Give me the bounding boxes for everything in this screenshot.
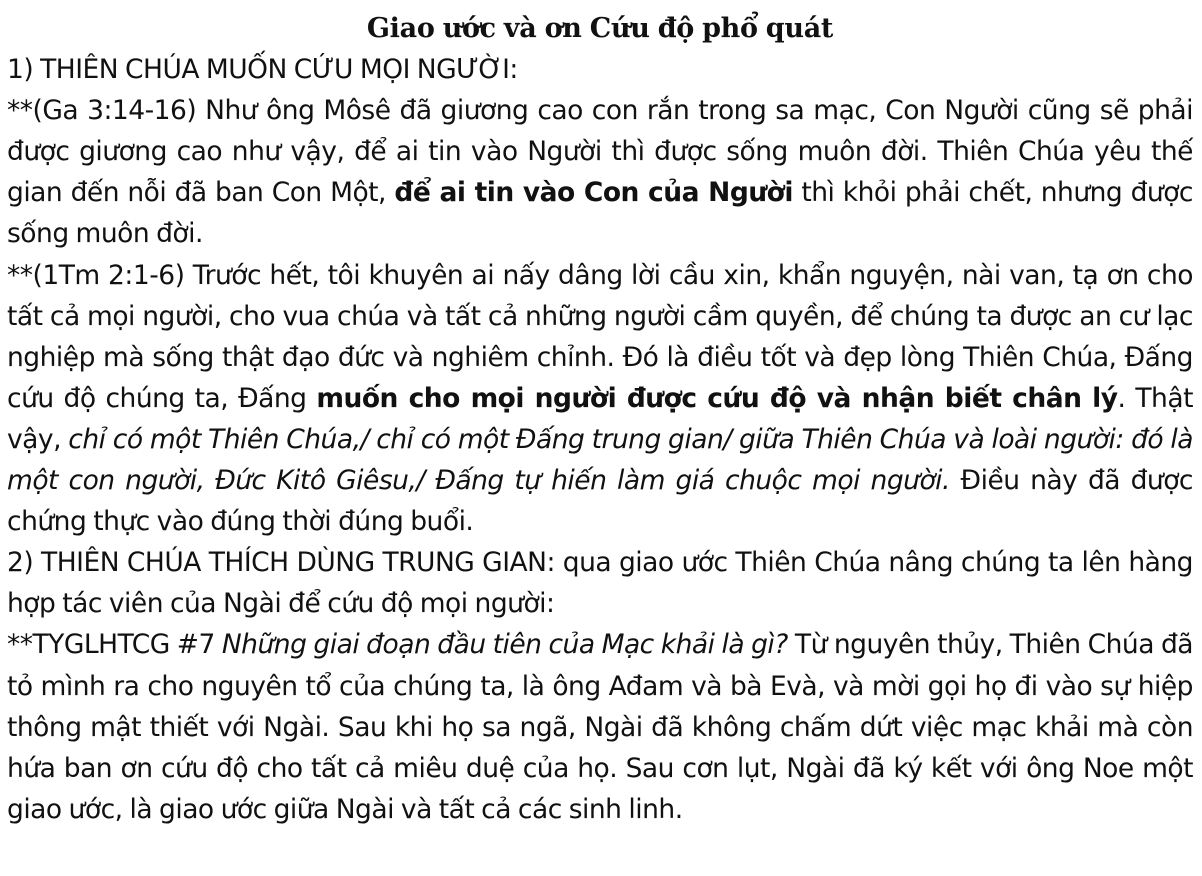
paragraph-john-3 [7,90,1193,254]
italic-text-run: chỉ có một Thiên Chúa,/ chỉ có một Đấng trung gian/ giữa Thiên Chúa và loài người: đó là một con người, Đức Kitô Giêsu,/ Đấng tự hiến làm giá chuộc mọi người. [7,423,1193,497]
text-run: Từ nguyên thủy, Thiên Chúa đã tỏ mình ra cho nguyên tổ của chúng ta, là ông Ađam và bà Evà, và mời gọi họ đi vào sự hiệp thông mật thiết với Ngài. Sau khi họ sa ngã, Ngài đã không chấm dứt việc mạc khải mà còn hứa ban ơn cứu độ cho tất cả miêu duệ của họ. Sau cơn lụt, Ngài đã ký kết với ông Noe một giao ước, là giao ước giữa Ngài và tất cả các sinh linh. [7,629,1194,825]
paragraph-catechism-7 [7,624,1193,829]
text-run: **(1Tm 2:1-6) Trước hết, tôi khuyên ai nấy dâng lời cầu xin, khẩn nguyện, nài van, tạ ơn cho tất cả mọi người, cho vua chúa và tất cả những người cầm quyền, để chúng ta được an cư lạc nghiệp mà sống thật đạo đức và nghiêm chỉnh. Đó là điều tốt và đẹp lòng Thiên Chúa, Đấng cứu độ chúng ta, Đấng [7,259,1193,414]
text-run: Điều này đã được chứng thực vào đúng thời đúng buổi. [7,465,1194,538]
text-run: 1) THIÊN CHÚA MUỐN CỨU MỌI NGƯỜI: [7,54,518,86]
section-2-heading [7,542,1193,624]
bold-text-run: để ai tin vào Con của Người [394,177,793,209]
section-1-heading [7,49,1193,90]
document-page [7,8,1193,830]
bold-text-run: muốn cho mọi người được cứu độ và nhận biết chân lý [316,382,1118,414]
text-run: 2) THIÊN CHÚA THÍCH DÙNG TRUNG GIAN: qua giao ước Thiên Chúa nâng chúng ta lên hàng hợp tác viên của Ngài để cứu độ mọi người: [7,547,1193,620]
paragraph-1-timothy-2 [7,255,1193,543]
document-title: Giao ước và ơn Cứu độ phổ quát [366,13,834,44]
text-run: **(Ga 3:14-16) Như ông Môsê đã giương cao con rắn trong sa mạc, Con Người cũng sẽ phải được giương cao như vậy, để ai tin vào Người thì được sống muôn đời. Thiên Chúa yêu thế gian đến nỗi đã ban Con Một, [7,95,1193,209]
text-run: thì khỏi phải chết, nhưng được sống muôn đời. [7,177,1194,250]
text-run: . Thật vậy, [7,382,1193,455]
text-run: **TYGLHTCG #7 [7,629,222,661]
italic-text-run: Những giai đoạn đầu tiên của Mạc khải là gì? [221,629,788,661]
